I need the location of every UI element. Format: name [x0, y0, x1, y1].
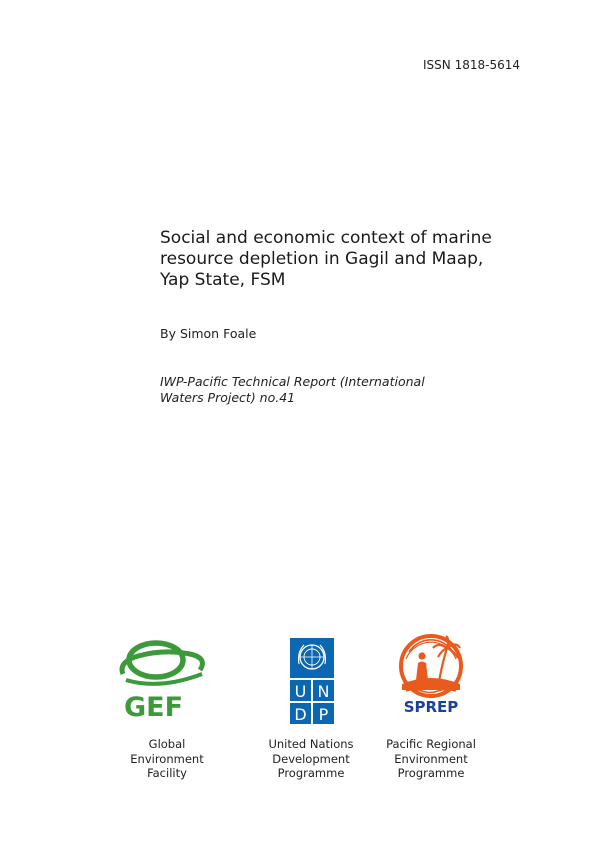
report-series	[160, 374, 480, 406]
undp-letter-p: P	[318, 705, 329, 724]
caption-line: Programme	[277, 766, 345, 780]
author-byline: By Simon Foale	[160, 326, 257, 341]
sprep-caption	[356, 737, 506, 781]
caption-line: Global	[148, 737, 186, 751]
caption-line: Development	[272, 751, 350, 766]
gef-wordmark: GEF	[124, 692, 184, 723]
report-title	[160, 228, 510, 291]
undp-letter-u: U	[294, 682, 307, 701]
gef-caption	[92, 737, 242, 781]
caption-line: United Nations	[268, 737, 354, 751]
title-line: resource depletion in Gagil and Maap,	[160, 249, 484, 269]
series-line: Waters Project) no.41	[160, 390, 296, 405]
title-line: Yap State, FSM	[160, 270, 286, 290]
issn-number: ISSN 1818-5614	[423, 58, 520, 72]
title-line: Social and economic context of marine	[160, 228, 492, 248]
caption-line: Programme	[397, 766, 465, 780]
caption-line: Environment	[394, 751, 468, 766]
sprep-island-icon	[376, 630, 486, 725]
caption-line: Facility	[147, 766, 187, 780]
undp-logo	[257, 630, 367, 725]
undp-letter-n: N	[317, 682, 330, 701]
undp-mark	[257, 630, 367, 725]
undp-letter-d: D	[294, 705, 307, 724]
series-line: IWP-Pacific Technical Report (International	[160, 374, 425, 389]
gef-globe-icon	[112, 630, 222, 725]
caption-line: Pacific Regional	[386, 737, 476, 751]
sprep-wordmark: SPREP	[403, 698, 459, 716]
un-emblem-icon	[299, 645, 326, 669]
caption-line: Environment	[130, 751, 204, 766]
sprep-logo	[376, 630, 486, 725]
gef-logo	[112, 630, 222, 725]
